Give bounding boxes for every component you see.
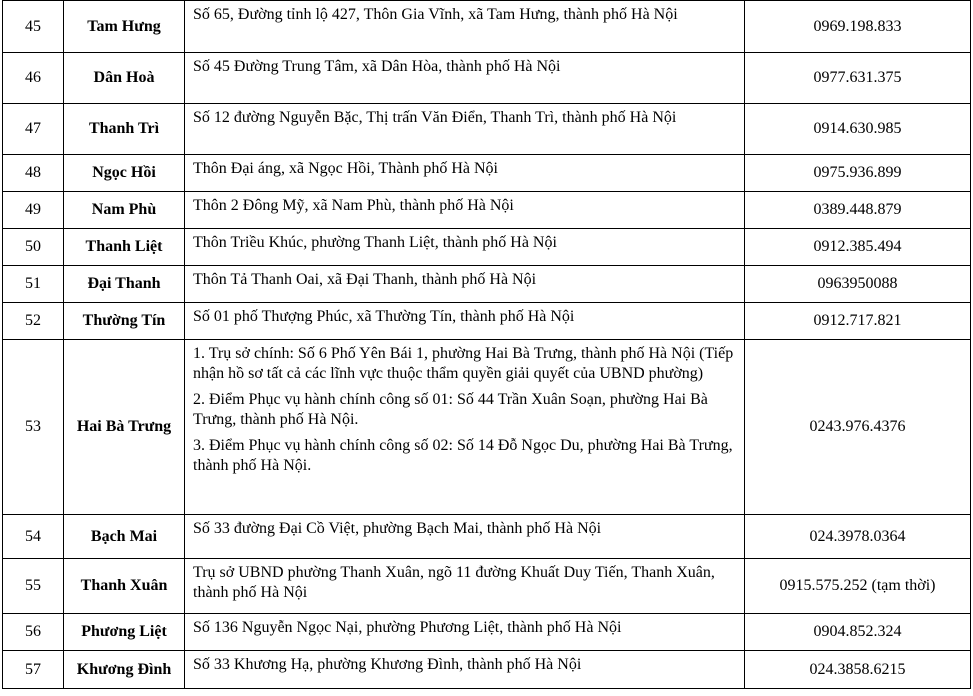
unit-name: Ngọc Hồi — [64, 155, 185, 192]
address-cell — [185, 340, 745, 515]
row-number: 54 — [3, 515, 64, 559]
phone-number: 0904.852.324 — [745, 614, 971, 651]
address-text: 3. Điểm Phục vụ hành chính công số 02: Số 14 Đỗ Ngọc Du, phường Hai Bà Trưng, thành phố Hà Nội. — [193, 437, 733, 474]
row-number: 56 — [3, 614, 64, 651]
address-text: Thôn Đại áng, xã Ngọc Hồi, Thành phố Hà Nội — [193, 160, 498, 177]
address-cell — [185, 53, 745, 104]
row-number: 49 — [3, 192, 64, 229]
table-row — [3, 53, 971, 104]
row-number: 55 — [3, 559, 64, 614]
address-cell — [185, 229, 745, 266]
unit-name: Dân Hoà — [64, 53, 185, 104]
address-text: Số 45 Đường Trung Tâm, xã Dân Hòa, thành phố Hà Nội — [193, 58, 561, 75]
table-row — [3, 515, 971, 559]
unit-name: Thanh Liệt — [64, 229, 185, 266]
address-text: Số 136 Nguyễn Ngọc Nại, phường Phương Liệt, thành phố Hà Nội — [193, 619, 622, 636]
address-cell — [185, 1, 745, 53]
unit-name: Thanh Trì — [64, 104, 185, 155]
row-number: 52 — [3, 303, 64, 340]
table-row — [3, 559, 971, 614]
address-text: Số 33 đường Đại Cồ Việt, phường Bạch Mai, thành phố Hà Nội — [193, 520, 602, 537]
table-row — [3, 1, 971, 53]
row-number: 47 — [3, 104, 64, 155]
address-table — [2, 0, 971, 689]
phone-number: 0915.575.252 (tạm thời) — [745, 559, 971, 614]
unit-name: Nam Phù — [64, 192, 185, 229]
phone-number: 024.3978.0364 — [745, 515, 971, 559]
row-number: 45 — [3, 1, 64, 53]
table-row — [3, 192, 971, 229]
unit-name: Thanh Xuân — [64, 559, 185, 614]
address-text: Thôn 2 Đông Mỹ, xã Nam Phù, thành phố Hà Nội — [193, 197, 514, 214]
phone-number: 0969.198.833 — [745, 1, 971, 53]
table-row — [3, 266, 971, 303]
table-row — [3, 303, 971, 340]
address-text: Số 65, Đường tỉnh lộ 427, Thôn Gia Vĩnh, xã Tam Hưng, thành phố Hà Nội — [193, 6, 678, 23]
unit-name: Bạch Mai — [64, 515, 185, 559]
address-cell — [185, 303, 745, 340]
row-number: 48 — [3, 155, 64, 192]
address-cell — [185, 155, 745, 192]
address-text: Trụ sở UBND phường Thanh Xuân, ngõ 11 đường Khuất Duy Tiến, Thanh Xuân, thành phố Hà Nội — [193, 564, 715, 601]
address-text: 1. Trụ sở chính: Số 6 Phố Yên Bái 1, phường Hai Bà Trưng, thành phố Hà Nội (Tiếp nhận hồ sơ tất cả các lĩnh vực thuộc thẩm quyền giải quyết của UBND phường) — [193, 345, 734, 382]
unit-name: Phương Liệt — [64, 614, 185, 651]
phone-number: 0977.631.375 — [745, 53, 971, 104]
address-cell — [185, 104, 745, 155]
table-row — [3, 229, 971, 266]
address-text: Thôn Tả Thanh Oai, xã Đại Thanh, thành phố Hà Nội — [193, 271, 537, 288]
row-number: 53 — [3, 340, 64, 515]
unit-name: Đại Thanh — [64, 266, 185, 303]
phone-number: 0243.976.4376 — [745, 340, 971, 515]
table-row — [3, 104, 971, 155]
address-text: Số 12 đường Nguyễn Bặc, Thị trấn Văn Điển, Thanh Trì, thành phố Hà Nội — [193, 109, 677, 126]
phone-number: 0912.717.821 — [745, 303, 971, 340]
table-row — [3, 155, 971, 192]
unit-name: Tam Hưng — [64, 1, 185, 53]
phone-number: 0389.448.879 — [745, 192, 971, 229]
address-cell — [185, 266, 745, 303]
row-number: 46 — [3, 53, 64, 104]
table-row — [3, 340, 971, 515]
row-number: 51 — [3, 266, 64, 303]
unit-name: Khương Đình — [64, 651, 185, 689]
address-cell — [185, 614, 745, 651]
table-row — [3, 614, 971, 651]
address-cell — [185, 192, 745, 229]
phone-number: 0963950088 — [745, 266, 971, 303]
unit-name: Thường Tín — [64, 303, 185, 340]
address-text: Thôn Triều Khúc, phường Thanh Liệt, thành phố Hà Nội — [193, 234, 557, 251]
table-row — [3, 651, 971, 689]
address-cell — [185, 651, 745, 689]
phone-number: 0975.936.899 — [745, 155, 971, 192]
phone-number: 0914.630.985 — [745, 104, 971, 155]
unit-name: Hai Bà Trưng — [64, 340, 185, 515]
address-text: Số 01 phố Thượng Phúc, xã Thường Tín, thành phố Hà Nội — [193, 308, 575, 325]
phone-number: 024.3858.6215 — [745, 651, 971, 689]
address-text: Số 33 Khương Hạ, phường Khương Đình, thành phố Hà Nội — [193, 656, 582, 673]
row-number: 57 — [3, 651, 64, 689]
address-text: 2. Điểm Phục vụ hành chính công số 01: Số 44 Trần Xuân Soạn, phường Hai Bà Trưng, thành phố Hà Nội. — [193, 391, 708, 428]
phone-number: 0912.385.494 — [745, 229, 971, 266]
address-cell — [185, 559, 745, 614]
address-cell — [185, 515, 745, 559]
row-number: 50 — [3, 229, 64, 266]
